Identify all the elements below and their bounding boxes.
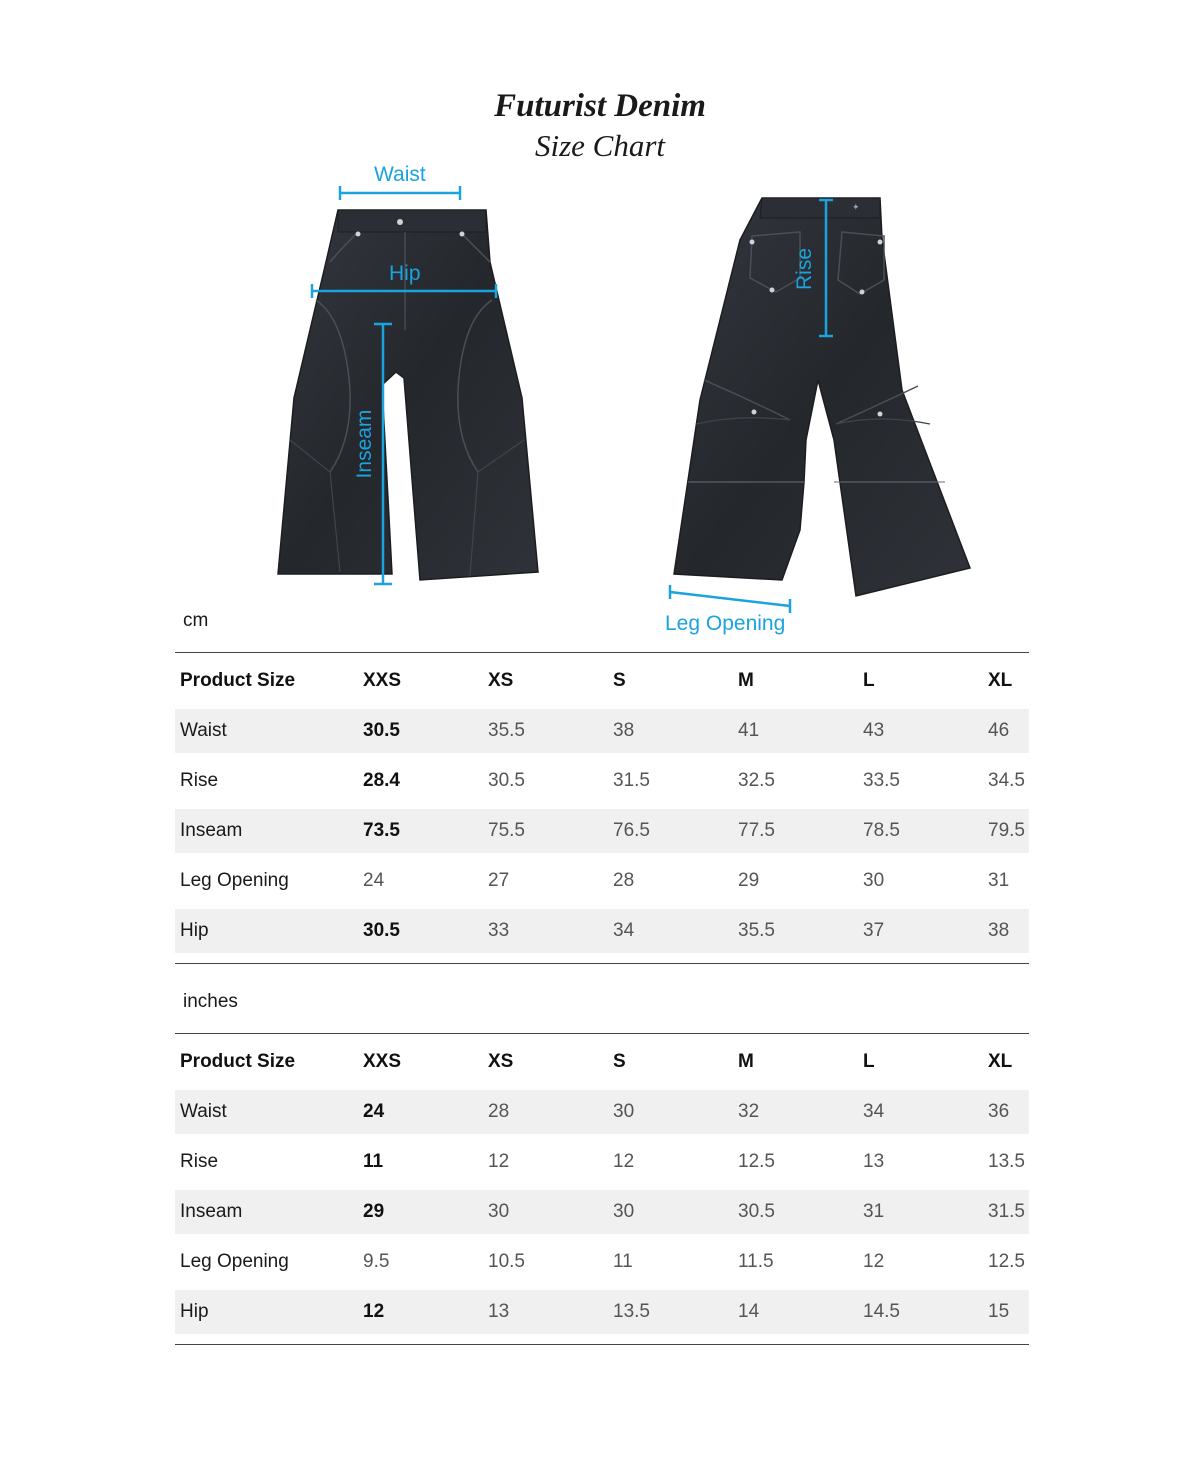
rise-label: Rise bbox=[793, 247, 816, 290]
row-label: Waist bbox=[175, 709, 363, 753]
table-row bbox=[175, 1090, 1029, 1134]
header-cell: S bbox=[613, 670, 626, 691]
unit-label-cm: cm bbox=[183, 610, 209, 631]
table-cell: 30.5 bbox=[738, 1190, 863, 1234]
table-cell: 11.5 bbox=[738, 1251, 774, 1272]
table-cell: 31.5 bbox=[613, 770, 650, 791]
page-subtitle: Size Chart bbox=[534, 128, 666, 163]
table-row bbox=[175, 809, 1029, 853]
header-cell: XS bbox=[488, 670, 514, 691]
table-cell: 79.5 bbox=[988, 809, 1029, 853]
header-cell: L bbox=[863, 1051, 875, 1072]
table-cell: 30 bbox=[613, 1190, 738, 1234]
table-cell: 33 bbox=[488, 909, 613, 953]
header-cell: XS bbox=[488, 1051, 514, 1072]
table-cell: 13.5 bbox=[988, 1151, 1025, 1172]
table-cell: 38 bbox=[613, 709, 738, 753]
size-table-cm bbox=[175, 652, 1029, 964]
table-cell: 34.5 bbox=[988, 770, 1025, 791]
table-cell: 13.5 bbox=[613, 1290, 738, 1334]
size-table-inches bbox=[175, 1033, 1029, 1345]
row-label: Waist bbox=[175, 1090, 363, 1134]
table-header-row bbox=[175, 653, 1029, 710]
inseam-label: Inseam bbox=[353, 409, 376, 479]
jeans-illustration bbox=[0, 0, 1200, 650]
table-cell: 10.5 bbox=[488, 1251, 525, 1272]
row-label: Rise bbox=[180, 770, 219, 791]
table-cell: 41 bbox=[738, 709, 863, 753]
table-cell: 31 bbox=[863, 1190, 988, 1234]
table-cell: 76.5 bbox=[613, 809, 738, 853]
table-header-row bbox=[175, 1034, 1029, 1091]
table-cell: 14.5 bbox=[863, 1290, 988, 1334]
table-cell: 30.5 bbox=[488, 770, 525, 791]
table-cell: 33.5 bbox=[863, 770, 900, 791]
leg-opening-label: Leg Opening bbox=[665, 612, 786, 635]
table-cell: 28 bbox=[488, 1090, 613, 1134]
table-cell: 12.5 bbox=[738, 1151, 775, 1172]
table-cell: 14 bbox=[738, 1290, 863, 1334]
table-cell: 13 bbox=[488, 1290, 613, 1334]
table-cell: 43 bbox=[863, 709, 988, 753]
table-row bbox=[175, 909, 1029, 953]
hip-label: Hip bbox=[389, 262, 421, 285]
table-cell: 28.4 bbox=[363, 770, 400, 791]
table-cell: 32 bbox=[738, 1090, 863, 1134]
back-jeans-image bbox=[674, 198, 970, 596]
table-row bbox=[175, 1290, 1029, 1334]
page-title: Futurist Denim bbox=[494, 88, 706, 124]
table-cell: 31.5 bbox=[988, 1190, 1029, 1234]
header-cell: M bbox=[738, 1051, 754, 1072]
table-row bbox=[175, 709, 1029, 753]
header-cell: XL bbox=[988, 1051, 1013, 1072]
header-cell: Product Size bbox=[180, 670, 296, 691]
logo-patch: ✦ bbox=[852, 202, 860, 212]
table-cell: 11 bbox=[613, 1251, 633, 1272]
table-cell: 37 bbox=[863, 909, 988, 953]
header-cell: S bbox=[613, 1051, 626, 1072]
table-cell: 24 bbox=[363, 1090, 488, 1134]
table-cell: 30 bbox=[488, 1190, 613, 1234]
table-cell: 12 bbox=[613, 1151, 635, 1172]
table-cell: 30.5 bbox=[363, 709, 488, 753]
table-cell: 30 bbox=[613, 1090, 738, 1134]
waist-label: Waist bbox=[374, 163, 426, 186]
table-cell: 38 bbox=[988, 909, 1029, 953]
table-cell: 12 bbox=[363, 1290, 488, 1334]
table-cell: 28 bbox=[613, 870, 635, 891]
table-cell: 35.5 bbox=[738, 909, 863, 953]
header-cell: XL bbox=[988, 670, 1013, 691]
row-label: Rise bbox=[180, 1151, 219, 1172]
table-row bbox=[175, 859, 1029, 903]
table-cell: 46 bbox=[988, 709, 1029, 753]
table-cell: 12.5 bbox=[988, 1251, 1025, 1272]
table-cell: 73.5 bbox=[363, 809, 488, 853]
table-cell: 75.5 bbox=[488, 809, 613, 853]
table-cell: 13 bbox=[863, 1151, 885, 1172]
header-cell: Product Size bbox=[180, 1051, 296, 1072]
table-cell: 29 bbox=[738, 870, 760, 891]
table-cell: 15 bbox=[988, 1290, 1029, 1334]
row-label: Leg Opening bbox=[180, 1251, 289, 1272]
row-label: Inseam bbox=[175, 1190, 363, 1234]
table-cell: 34 bbox=[863, 1090, 988, 1134]
table-cell: 29 bbox=[363, 1190, 488, 1234]
header-cell: M bbox=[738, 670, 754, 691]
header-cell: XXS bbox=[363, 670, 402, 691]
table-cell: 35.5 bbox=[488, 709, 613, 753]
table-cell: 12 bbox=[863, 1251, 885, 1272]
row-label: Leg Opening bbox=[180, 870, 289, 891]
table-row bbox=[175, 759, 1029, 803]
table-cell: 32.5 bbox=[738, 770, 775, 791]
table-cell: 31 bbox=[988, 870, 1010, 891]
row-label: Hip bbox=[175, 909, 363, 953]
table-cell: 12 bbox=[488, 1151, 510, 1172]
table-cell: 77.5 bbox=[738, 809, 863, 853]
table-row bbox=[175, 1190, 1029, 1234]
table-row bbox=[175, 1140, 1029, 1184]
table-cell: 34 bbox=[613, 909, 738, 953]
table-cell: 9.5 bbox=[363, 1251, 390, 1272]
table-cell: 36 bbox=[988, 1090, 1029, 1134]
header-cell: XXS bbox=[363, 1051, 402, 1072]
unit-label-inches: inches bbox=[183, 991, 238, 1012]
table-cell: 30.5 bbox=[363, 909, 488, 953]
table-cell: 24 bbox=[363, 870, 385, 891]
table-cell: 30 bbox=[863, 870, 885, 891]
row-label: Inseam bbox=[175, 809, 363, 853]
table-cell: 78.5 bbox=[863, 809, 988, 853]
row-label: Hip bbox=[175, 1290, 363, 1334]
table-cell: 11 bbox=[363, 1151, 384, 1172]
header-cell: L bbox=[863, 670, 875, 691]
table-row bbox=[175, 1240, 1029, 1284]
table-cell: 27 bbox=[488, 870, 510, 891]
